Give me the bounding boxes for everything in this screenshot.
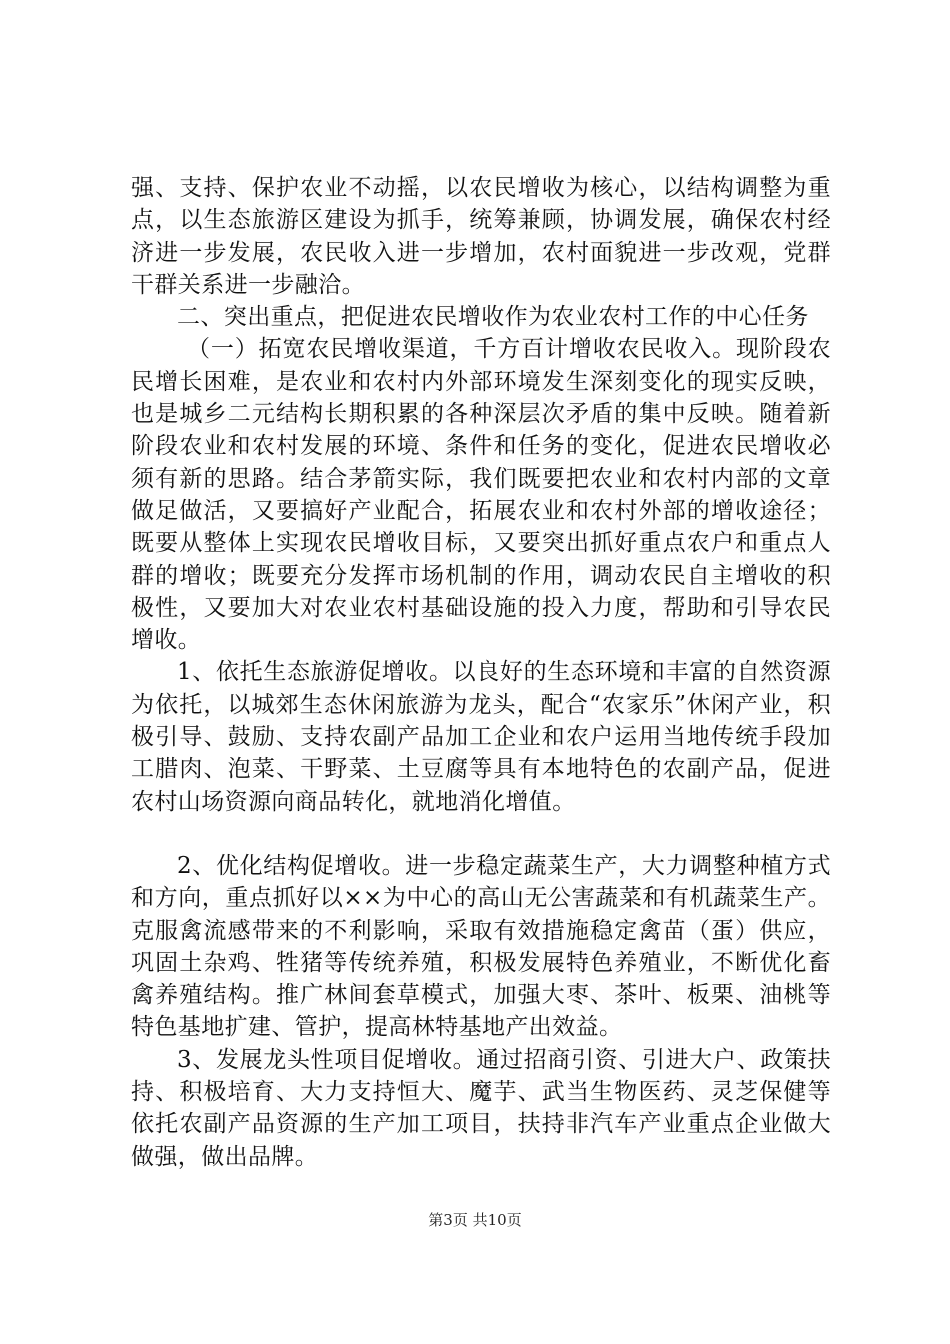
- section-heading-two: 二、突出重点，把促进农民增收作为农业农村工作的中心任务: [177, 304, 809, 331]
- paragraph-gap: [131, 818, 831, 850]
- page-footer: 第3页 共10页: [428, 1211, 522, 1229]
- item-two-paragraph: 2、优化结构促增收。进一步稳定蔬菜生产，大力调整种植方式和方向，重点抓好以××为中心的高山无公害蔬菜和有机蔬菜生产。克服禽流感带来的不利影响，采取有效措施稳定禽苗（蛋）供应，巩固土杂鸡、牲猪等传统养殖，积极发展特色养殖业，不断优化畜禽养殖结构。推广林间套草模式，加强大枣、茶叶、板栗、油桃等特色基地扩建、管护，提高林特基地产出效益。: [131, 852, 831, 1041]
- item-one-paragraph: 1、依托生态旅游促增收。以良好的生态环境和丰富的自然资源为依托，以城郊生态休闲旅游为龙头，配合“农家乐”休闲产业，积极引导、鼓励、支持农副产品加工企业和农户运用当地传统手段加工腊肉、泡菜、干野菜、土豆腐等具有本地特色的农副产品，促进农村山场资源向商品转化，就地消化增值。: [131, 659, 831, 815]
- item-three-paragraph: 3、发展龙头性项目促增收。通过招商引资、引进大户、政策扶持、积极培育、大力支持恒大、魔芋、武当生物医药、灵芝保健等依托农副产品资源的生产加工项目，扶持非汽车产业重点企业做大做强，做出品牌。: [131, 1046, 831, 1170]
- paragraph-continuation: 强、支持、保护农业不动摇，以农民增收为核心，以结构调整为重点，以生态旅游区建设为抓手，统筹兼顾，协调发展，确保农村经济进一步发展，农民收入进一步增加，农村面貌进一步改观，党群干群关系进一步融洽。: [131, 175, 831, 298]
- body-text: [131, 172, 831, 1173]
- subsection-heading-one: （一）拓宽农民增收渠道，千方百计增收农民收入。现阶段农民增长困难，是农业和农村内外部环境发生深刻变化的现实反映，也是城乡二元结构长期积累的各种深层次矛盾的集中反映。随着新阶段农业和农村发展的环境、条件和任务的变化，促进农民增收必须有新的思路。结合茅箭实际，我们既要把农业和农村内部的文章做足做活，又要搞好产业配合，拓展农业和农村外部的增收途径；既要从整体上实现农民增收目标，又要突出抓好重点农户和重点人群的增收；既要充分发挥市场机制的作用，调动农民自主增收的积极性，又要加大对农业农村基础设施的投入力度，帮助和引导农民增收。: [131, 336, 831, 654]
